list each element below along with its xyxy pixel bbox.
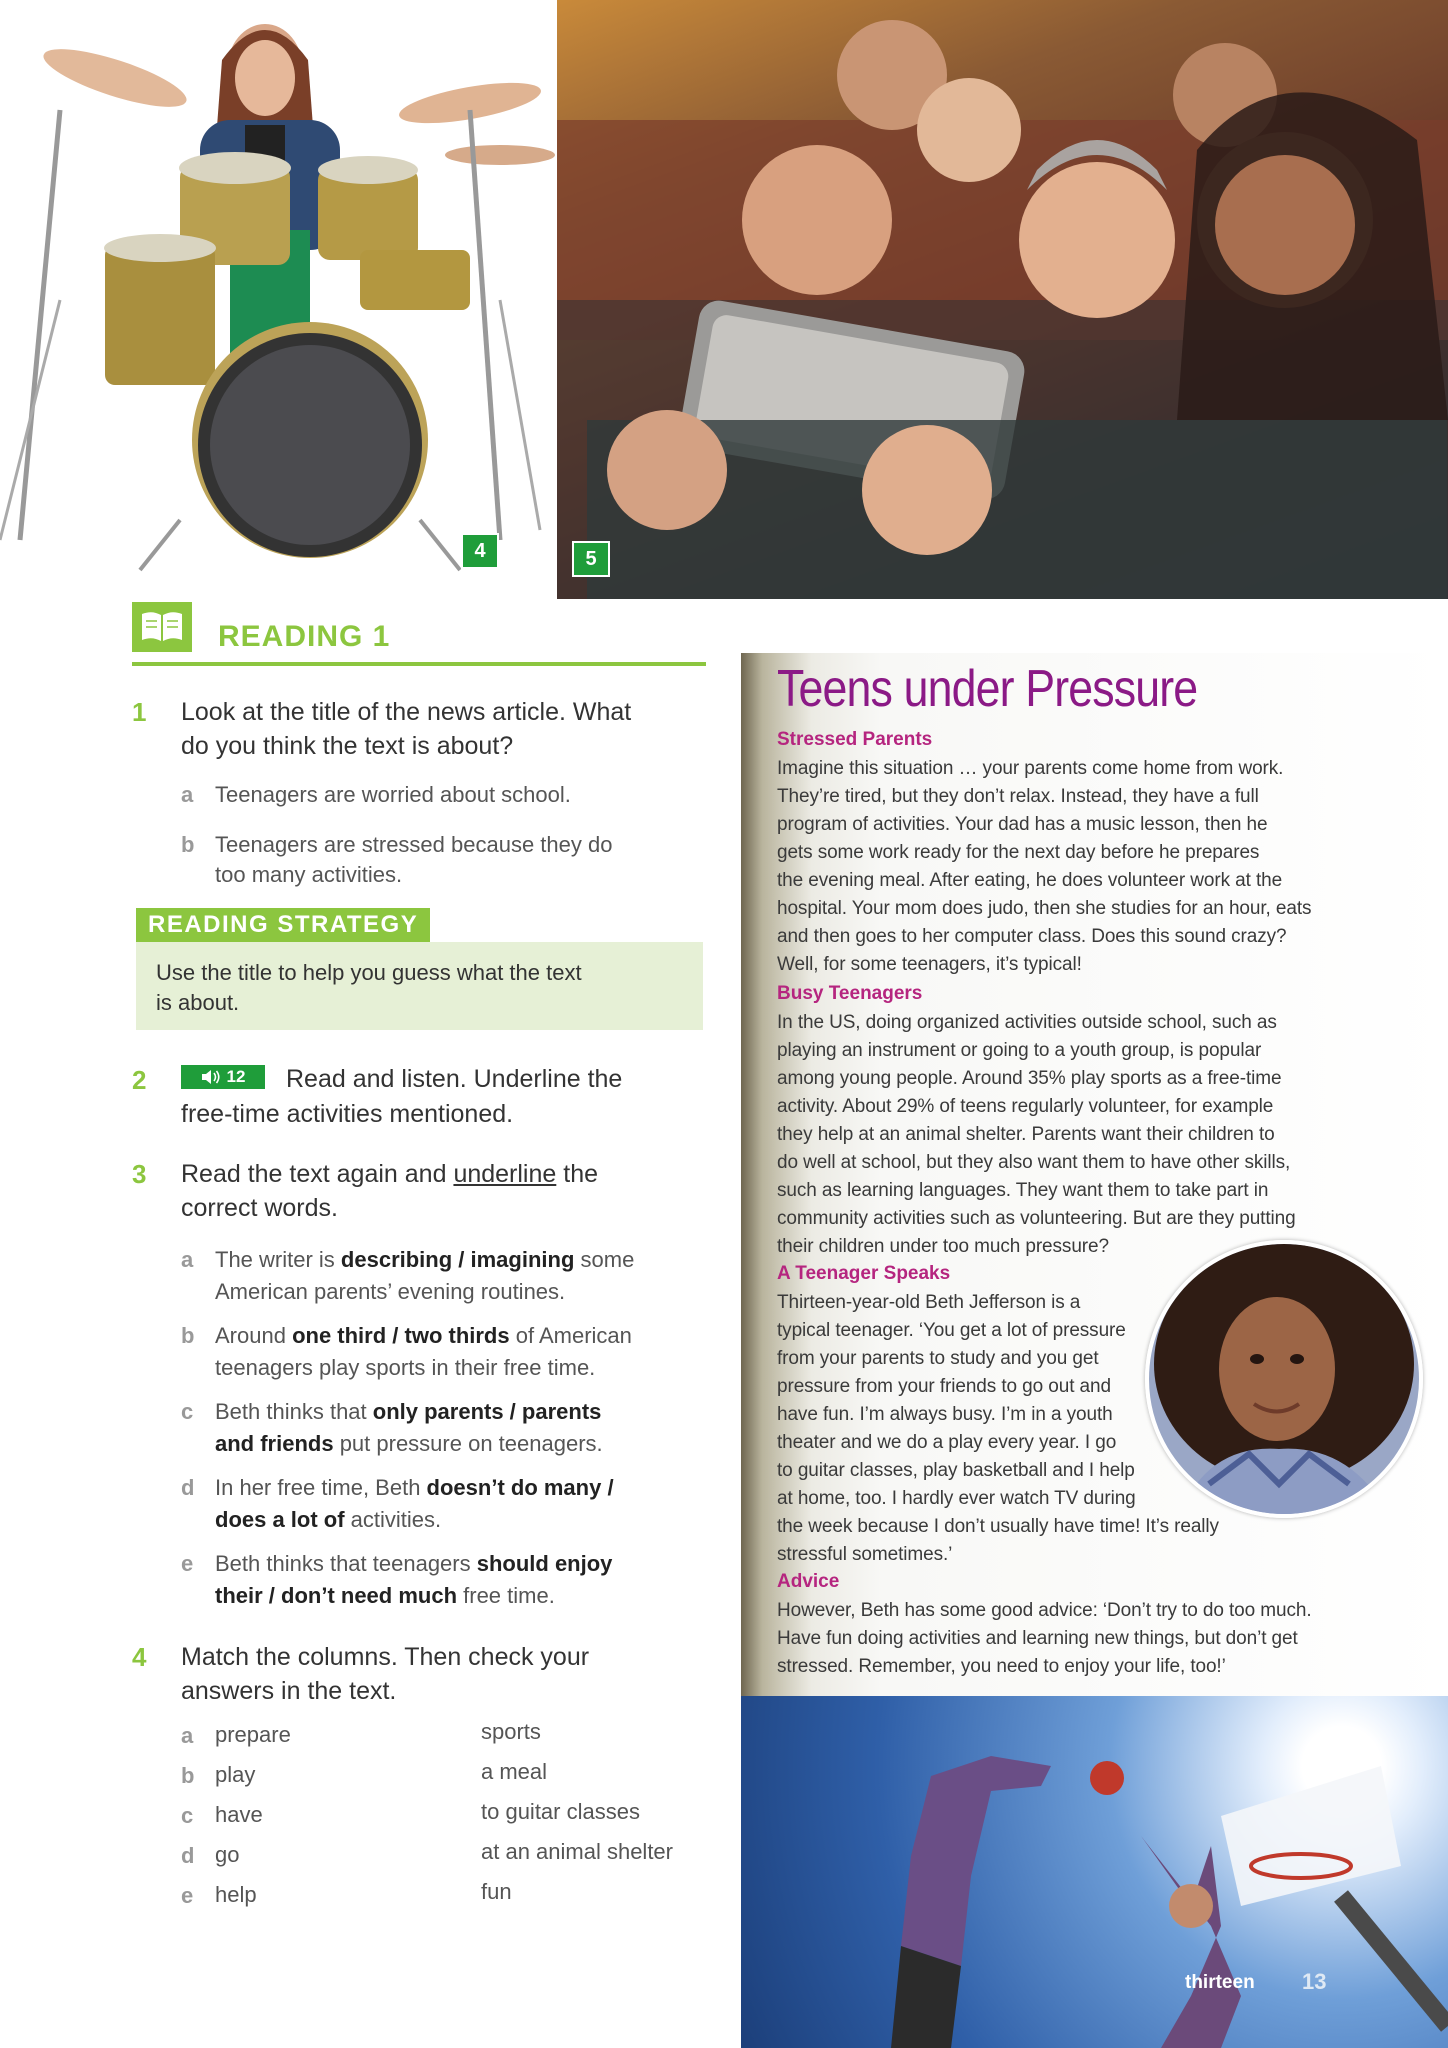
option-text: too many activities. [215,862,403,887]
article-line: their children under too much pressure? [777,1236,1109,1257]
text: the [556,1160,598,1188]
article-line: Have fun doing activities and learning new things, but don’t get [777,1628,1298,1649]
article-line: stressed. Remember, you need to enjoy your life, too!’ [777,1656,1226,1677]
question-2-line-2: free-time activities mentioned. [181,1100,514,1128]
question-3-line-2: correct words. [181,1194,338,1222]
reading-strategy-label: READING STRATEGY [136,908,430,942]
text: American parents’ evening routines. [215,1279,566,1304]
article-line: community activities such as volunteering. But are they putting [777,1208,1296,1229]
article-line: In the US, doing organized activities outside school, such as [777,1012,1277,1033]
option-line [215,1428,603,1460]
article-line: pressure from your friends to go out and [777,1376,1111,1397]
question-4-line-1: Match the columns. Then check your [181,1643,590,1671]
option-line [215,1320,632,1352]
option-letter: a [181,1247,194,1272]
article-line: they help at an animal shelter. Parents want their children to [777,1124,1275,1145]
option-item [181,1320,721,1396]
match-right-phrase[interactable]: a meal [481,1759,548,1784]
strategy-line: Use the title to help you guess what the text [156,960,582,985]
open-book-icon [132,602,192,652]
article-line: Imagine this situation … your parents come home from work. [777,758,1284,779]
page-number-word: thirteen [1185,1972,1255,1993]
option-line [215,1276,565,1308]
article-line: from your parents to study and you get [777,1348,1099,1369]
section-title: READING 1 [218,620,391,653]
article-paragraph [777,1009,1437,1261]
article-line: typical teenager. ‘You get a lot of pressure [777,1320,1126,1341]
choice-words[interactable]: describing / imagining [340,1247,575,1272]
teens-selfie-photo [557,0,1448,599]
text: In her free time, Beth [215,1475,427,1500]
article-heading: Busy Teenagers [777,983,923,1004]
article-line: among young people. Around 35% play sports as a free-time [777,1068,1282,1089]
question-1-line-2: do you think the text is about? [181,732,514,760]
strategy-text [156,958,676,1018]
text: activities. [344,1507,442,1532]
choice-words[interactable]: and friends [215,1431,334,1456]
article-line: stressful sometimes.’ [777,1544,953,1565]
option-letter: b [181,1763,195,1788]
article-line: They’re tired, but they don’t relax. Instead, they have a full [777,786,1259,807]
article-paragraph [777,1597,1437,1681]
option-line [215,1244,634,1276]
choice-words[interactable]: should enjoy [476,1551,613,1576]
text: teenagers play sports in their free time. [215,1355,596,1380]
question-number-4: 4 [132,1642,147,1672]
option-letter: e [181,1551,194,1576]
option-line [215,1548,612,1580]
article-line: do well at school, but they also want them to have other skills, [777,1152,1291,1173]
option-item [181,1396,721,1472]
text: Beth thinks that [215,1399,373,1424]
option-letter: e [181,1883,194,1908]
option-text: Teenagers are worried about school. [215,782,571,807]
beth-portrait-photo [1145,1240,1423,1518]
match-columns [181,1720,701,1920]
reading-strategy-box [136,942,703,1030]
option-letter: b [181,832,195,857]
question-number-1: 1 [132,697,147,727]
audio-track-button[interactable] [181,1065,265,1089]
question-2-line-1: Read and listen. Underline the [286,1065,623,1093]
speaker-icon [201,1069,221,1085]
match-left-word[interactable]: prepare [215,1722,291,1747]
article-line: and then goes to her computer class. Does this sound crazy? [777,926,1287,947]
article-heading: A Teenager Speaks [777,1263,951,1284]
option-letter: a [181,1723,194,1748]
match-left-word[interactable]: help [215,1882,257,1907]
strategy-line: is about. [156,990,240,1015]
article-line: Thirteen-year-old Beth Jefferson is a [777,1292,1081,1313]
text: Around [215,1323,293,1348]
option-line [215,1472,614,1504]
match-row [181,1840,701,1880]
option-letter: d [181,1475,195,1500]
article-line: hospital. Your mom does judo, then she studies for an hour, eats [777,898,1312,919]
text: The writer is [215,1247,341,1272]
option-letter: a [181,782,194,807]
match-row [181,1800,701,1840]
article-line: have fun. I’m always busy. I’m in a youth [777,1404,1113,1425]
article-line: theater and we do a play every year. I go [777,1432,1117,1453]
option-item [181,1548,721,1624]
option-letter: c [181,1803,194,1828]
choice-words[interactable]: doesn’t do many / [426,1475,614,1500]
text: free time. [457,1583,555,1608]
match-left-word[interactable]: have [215,1802,263,1827]
photo-number-badge-4: 4 [461,533,499,569]
question-3-line-1 [181,1157,598,1191]
match-left-word[interactable]: play [215,1762,256,1787]
news-article [741,653,1448,1696]
question-4-line-2: answers in the text. [181,1677,397,1705]
question-3-options [181,1244,721,1624]
option-line [215,1504,441,1536]
article-line: Well, for some teenagers, it’s typical! [777,954,1082,975]
option-item [181,1244,721,1320]
article-heading: Advice [777,1571,840,1592]
text: Beth thinks that teenagers [215,1551,477,1576]
article-line: such as learning languages. They want them to take part in [777,1180,1269,1201]
text: some [574,1247,635,1272]
choice-words[interactable]: only parents / parents [372,1399,602,1424]
basketball-photo [741,1696,1448,2048]
article-title: Teens under Pressure [777,660,1198,718]
option-item [181,1472,721,1548]
option-letter: d [181,1843,195,1868]
reading-section-header [132,602,706,666]
text: put pressure on teenagers. [333,1431,603,1456]
underlined-word: underline [453,1160,557,1188]
option-line [215,1352,595,1384]
option-line [215,1580,555,1612]
article-line: However, Beth has some good advice: ‘Don’t try to do too much. [777,1600,1312,1621]
article-line: playing an instrument or going to a youth group, is popular [777,1040,1262,1061]
match-row [181,1720,701,1760]
drum-kit-photo [0,0,557,580]
text: of American [509,1323,632,1348]
text: Read the text again and [181,1160,454,1188]
page-number: 13 [1302,1969,1327,1994]
option-text: Teenagers are stressed because they do [215,832,613,857]
article-line: program of activities. Your dad has a music lesson, then he [777,814,1268,835]
article-line: the evening meal. After eating, he does volunteer work at the [777,870,1283,891]
match-right-phrase[interactable]: at an animal shelter [481,1839,673,1864]
match-row [181,1880,701,1920]
article-paragraph [777,755,1437,979]
match-right-phrase[interactable]: sports [481,1719,541,1744]
choice-words[interactable]: one third / two thirds [292,1323,510,1348]
article-line: to guitar classes, play basketball and I help [777,1460,1135,1481]
choice-words[interactable]: their / don’t need much [215,1583,458,1608]
option-line [215,1396,601,1428]
article-line: gets some work ready for the next day before he prepares [777,842,1260,863]
article-line: activity. About 29% of teens regularly volunteer, for example [777,1096,1274,1117]
match-row [181,1760,701,1800]
question-1-line-1: Look at the title of the news article. What [181,698,632,726]
match-right-phrase[interactable]: fun [481,1879,512,1904]
article-line: the week because I don’t usually have time! It’s really [777,1516,1219,1537]
question-number-3: 3 [132,1159,147,1189]
question-number-2: 2 [132,1065,147,1095]
article-line: at home, too. I hardly ever watch TV during [777,1488,1136,1509]
article-heading: Stressed Parents [777,729,933,750]
match-right-phrase[interactable]: to guitar classes [481,1799,640,1824]
option-letter: b [181,1323,195,1348]
audio-track-number: 12 [226,1067,246,1086]
choice-words[interactable]: does a lot of [215,1507,345,1532]
photo-number-badge-5: 5 [572,541,610,577]
option-letter: c [181,1399,194,1424]
match-left-word[interactable]: go [215,1842,240,1867]
